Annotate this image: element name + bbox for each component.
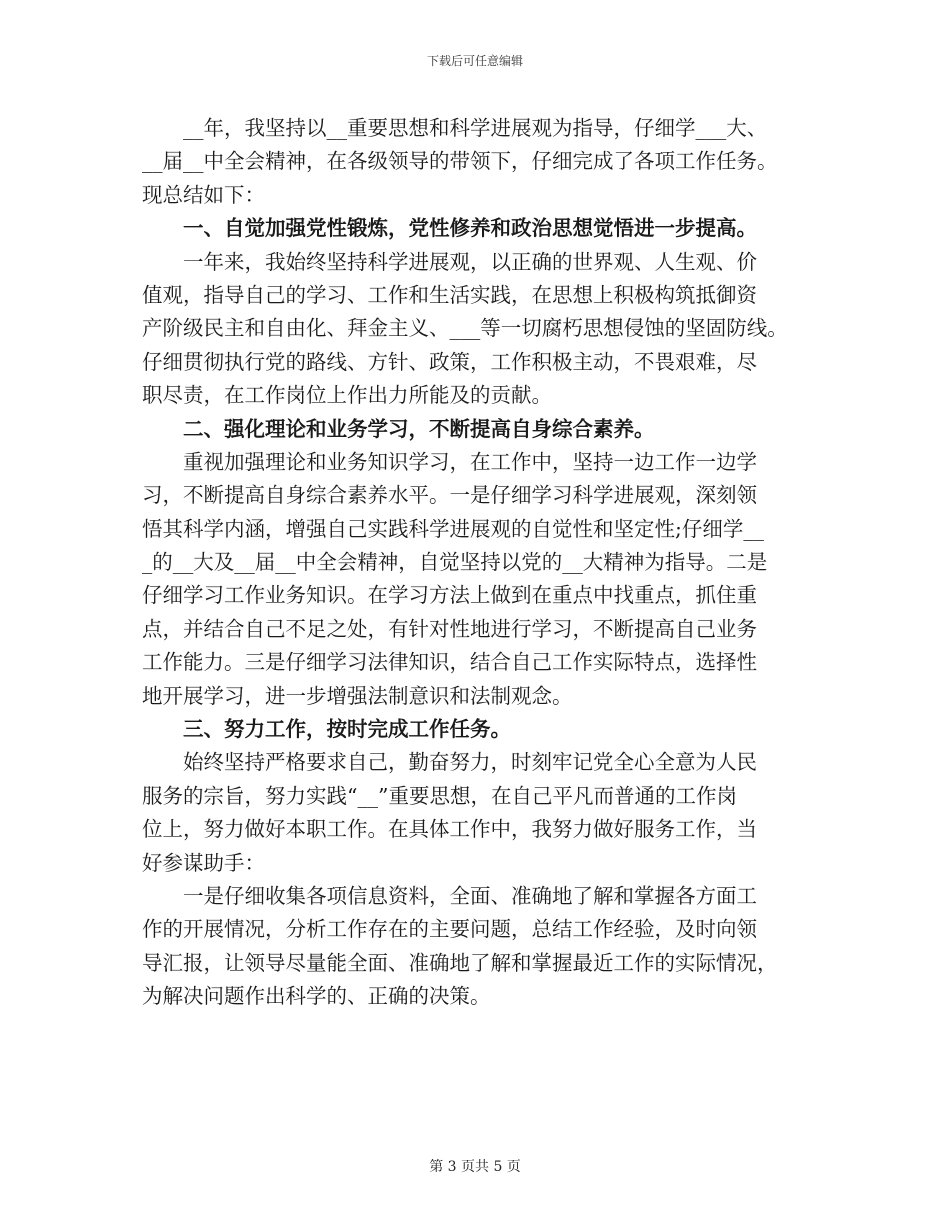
text-line: 位上，努力做好本职工作。在具体工作中，我努力做好服务工作，当 <box>142 817 757 842</box>
section-heading-3: 三、努力工作，按时完成工作任务。 <box>142 717 511 742</box>
page-footer: 第 3 页共 5 页 <box>429 1159 521 1175</box>
text-line: 重视加强理论和业务知识学习，在工作中，坚持一边工作一边学 <box>142 449 757 474</box>
document-body <box>142 112 822 1014</box>
text-line: 导汇报，让领导尽量能全面、准确地了解和掌握最近工作的实际情况， <box>142 950 778 975</box>
section-heading-1: 一、自觉加强党性锻炼，党性修养和政治思想觉悟进一步提高。 <box>142 216 757 241</box>
text-line: 悟其科学内涵，增强自己实践科学进展观的自觉性和坚定性;仔细学__ <box>142 516 764 541</box>
section-heading-2: 二、强化理论和业务学习，不断提高自身综合素养。 <box>142 416 655 441</box>
text-line: 始终坚持严格要求自己，勤奋努力，时刻牢记党全心全意为人民 <box>142 750 757 775</box>
text-line: _的__大及__届__中全会精神，自觉坚持以党的__大精神为指导。二是 <box>142 550 768 575</box>
text-line: 为解决问题作出科学的、正确的决策。 <box>142 984 491 1009</box>
text-line: 工作能力。三是仔细学习法律知识，结合自己工作实际特点，选择性 <box>142 650 757 675</box>
text-line: 地开展学习，进一步增强法制意识和法制观念。 <box>142 683 573 708</box>
text-line: 好参谋助手： <box>142 850 265 875</box>
text-line: 值观，指导自己的学习、工作和生活实践，在思想上积极构筑抵御资 <box>142 282 757 307</box>
text-line: 仔细贯彻执行党的路线、方针、政策，工作积极主动，不畏艰难，尽 <box>142 349 757 374</box>
text-line: 作的开展情况，分析工作存在的主要问题，总结工作经验，及时向领 <box>142 917 757 942</box>
text-line: 现总结如下： <box>142 182 265 207</box>
text-line: 产阶级民主和自由化、拜金主义、___等一切腐朽思想侵蚀的坚固防线。 <box>142 316 788 341</box>
text-line: __年，我坚持以__重要思想和科学进展观为指导，仔细学___大、 <box>142 116 768 140</box>
text-line: 点，并结合自己不足之处，有针对性地进行学习，不断提高自己业务 <box>142 616 757 641</box>
text-line: 习，不断提高自身综合素养水平。一是仔细学习科学进展观，深刻领 <box>142 483 757 508</box>
text-line: 一是仔细收集各项信息资料，全面、准确地了解和掌握各方面工 <box>142 883 757 908</box>
text-line: 职尽责，在工作岗位上作出力所能及的贡献。 <box>142 383 552 408</box>
text-line: 仔细学习工作业务知识。在学习方法上做到在重点中找重点，抓住重 <box>142 583 757 608</box>
text-line: 服务的宗旨，努力实践“__”重要思想，在自己平凡而普通的工作岗 <box>142 783 737 808</box>
text-line: __届__中全会精神，在各级领导的带领下，仔细完成了各项工作任务。 <box>142 149 778 174</box>
page-header: 下载后可任意编辑 <box>426 54 523 68</box>
text-line: 一年来，我始终坚持科学进展观，以正确的世界观、人生观、价 <box>142 249 757 274</box>
